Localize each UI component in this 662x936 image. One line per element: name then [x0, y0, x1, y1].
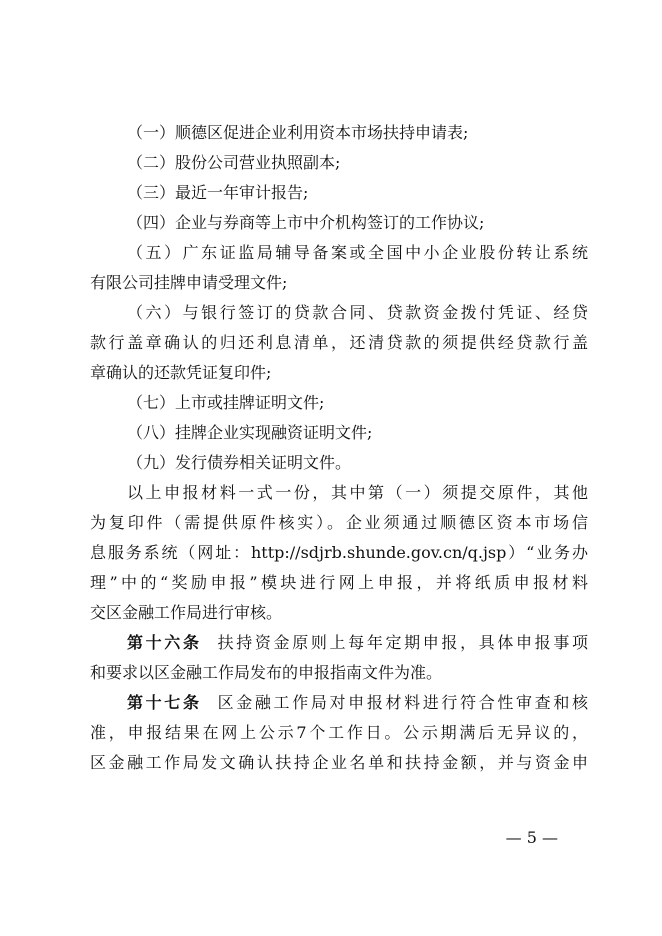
list-item-4: （四）企业与券商等上市中介机构签订的工作协议;: [127, 213, 485, 232]
paragraph-materials-line-3: 息服务系统（网址：http://sdjrb.shunde.gov.cn/q.jsp）“业务办: [90, 543, 588, 562]
article-17-line-1: [90, 688, 588, 718]
paragraph-materials-line-1: 以上申报材料一式一份，其中第（一）须提交原件，其他: [127, 483, 588, 502]
list-item-5-line-2: 有限公司挂牌申请受理文件;: [90, 273, 288, 292]
page-number: — 5 —: [505, 828, 558, 847]
list-item-1: （一）顺德区促进企业利用资本市场扶持申请表;: [127, 123, 469, 142]
list-item-6-line-2: 款行盖章确认的归还利息清单，还清贷款的须提供经贷款行盖: [90, 333, 588, 352]
list-item-8: （八）挂牌企业实现融资证明文件;: [127, 423, 373, 442]
list-item-6-line-1: （六）与银行签订的贷款合同、贷款资金拨付凭证、经贷: [127, 303, 588, 322]
article-17-line-2: 准，申报结果在网上公示7个工作日。公示期满后无异议的，: [90, 723, 588, 742]
list-item-5-line-1: （五）广东证监局辅导备案或全国中小企业股份转让系统: [127, 243, 588, 262]
list-item-2: （二）股份公司营业执照副本;: [127, 153, 341, 172]
paragraph-materials-line-4: 理”中的“奖励申报”模块进行网上申报，并将纸质申报材料: [90, 573, 588, 592]
list-item-3: （三）最近一年审计报告;: [127, 183, 309, 202]
document-body: [90, 118, 588, 778]
list-item-9: （九）发行债券相关证明文件。: [127, 453, 352, 472]
article-16-line-2: 和要求以区金融工作局发布的申报指南文件为准。: [90, 663, 443, 682]
article-16-text: 扶持资金原则上每年定期申报，具体申报事项: [217, 633, 588, 652]
list-item-7: （七）上市或挂牌证明文件;: [127, 393, 325, 412]
article-17-text: 区金融工作局对申报材料进行符合性审查和核: [217, 693, 588, 712]
article-16-label: 第十六条: [127, 633, 202, 652]
article-17-line-3: 区金融工作局发文确认扶持企业名单和扶持金额，并与资金申: [90, 753, 588, 772]
list-item-6-line-3: 章确认的还款凭证复印件;: [90, 363, 272, 382]
article-16-line-1: [90, 628, 588, 658]
paragraph-materials-line-2: 为复印件（需提供原件核实）。企业须通过顺德区资本市场信: [90, 513, 588, 532]
paragraph-materials-line-5: 交区金融工作局进行审核。: [90, 603, 283, 622]
article-17-label: 第十七条: [127, 693, 202, 712]
